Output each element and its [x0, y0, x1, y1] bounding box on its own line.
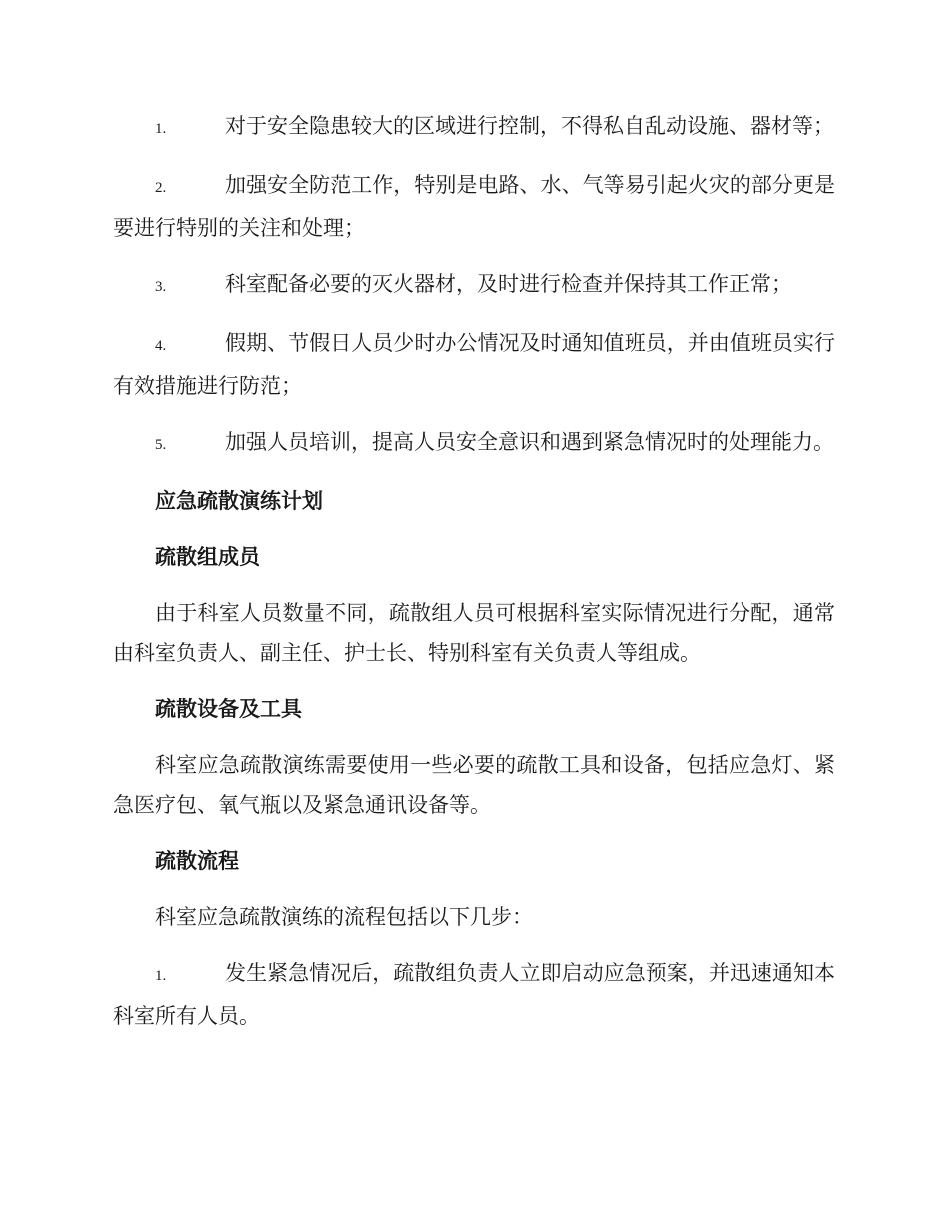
- paragraph-members: 由于科室人员数量不同，疏散组人员可根据科室实际情况进行分配，通常由科室负责人、副主任、护士长、特别科室有关负责人等组成。: [113, 601, 835, 665]
- list-item-text: 对于安全隐患较大的区域进行控制，不得私自乱动设施、器材等；: [225, 114, 834, 138]
- list-item-text: 加强人员培训，提高人员安全意识和遇到紧急情况时的处理能力。: [225, 430, 834, 454]
- list-item-text: 加强安全防范工作，特别是电路、水、气等易引起火灾的部分更是要进行特别的关注和处理；: [113, 173, 835, 240]
- subsection-title-members: 疏散组成员: [155, 544, 260, 569]
- list-number: 1.: [155, 968, 167, 984]
- list-item: [113, 106, 835, 149]
- list-item: [113, 323, 835, 406]
- subsection-title-equipment: 疏散设备及工具: [155, 696, 302, 721]
- document-page: [113, 106, 835, 1052]
- section-title: 应急疏散演练计划: [155, 488, 323, 513]
- list-item: [113, 165, 835, 248]
- list-number: 3.: [155, 279, 167, 295]
- list-item-text: 假期、节假日人员少时办公情况及时通知值班员，并由值班员实行有效措施进行防范；: [113, 331, 835, 398]
- list-item: [113, 953, 835, 1036]
- paragraph-process: 科室应急疏散演练的流程包括以下几步：: [155, 905, 533, 929]
- list-item-text: 科室配备必要的灭火器材，及时进行检查并保持其工作正常；: [225, 272, 792, 296]
- list-number: 5.: [155, 437, 167, 453]
- paragraph-equipment: 科室应急疏散演练需要使用一些必要的疏散工具和设备，包括应急灯、紧急医疗包、氧气瓶以及紧急通讯设备等。: [113, 753, 835, 817]
- list-number: 2.: [155, 180, 167, 196]
- list-number: 4.: [155, 338, 167, 354]
- list-item: [113, 264, 835, 307]
- subsection-title-process: 疏散流程: [155, 848, 239, 873]
- list-item: [113, 422, 835, 465]
- list-number: 1.: [155, 121, 167, 137]
- list-item-text: 发生紧急情况后，疏散组负责人立即启动应急预案，并迅速通知本科室所有人员。: [113, 961, 835, 1028]
